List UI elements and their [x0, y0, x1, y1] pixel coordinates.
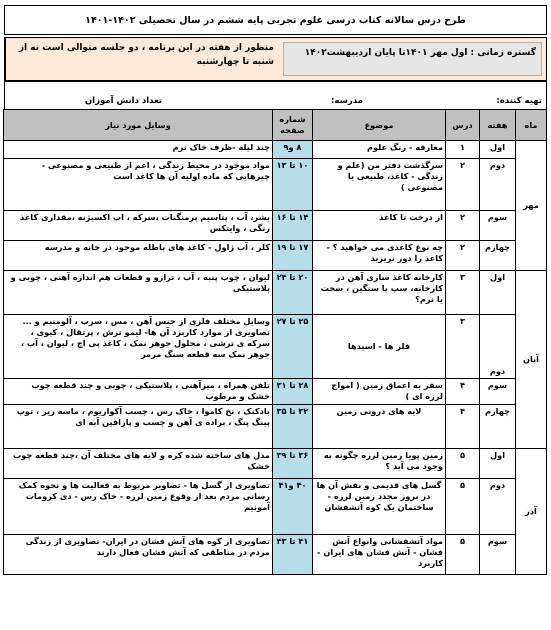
topic-cell: زمین پویا زمین لرزه چگونه به وجود می آید ؟ [313, 449, 446, 479]
lesson-cell: ۲ [446, 159, 480, 211]
page-cell: ۴۰ و۴۱ [273, 479, 313, 535]
week-cell: دوم [480, 315, 516, 379]
lesson-cell: ۳ [446, 271, 480, 315]
topic-cell: فلز ها - اسیدها [313, 315, 446, 379]
week-cell: اول [480, 141, 516, 159]
page-cell: ۲۸ تا ۳۱ [273, 379, 313, 405]
lesson-cell: ۵ [446, 479, 480, 535]
materials-cell: تلفن همراه ، میزآهنی ، پلاستیکی ، چوبی و چند قطعه چوب خشک و مرطوب [4, 379, 273, 405]
topic-cell: مواد آتشفشانی وانواع آتش فشان - آتش فشان های ایران - کاربرد [313, 535, 446, 575]
materials-cell: تصاویری از کوه های آتش فشان در ایران- تصاویری از زندگی مردم در مناطقی که آتش فشان فعال دارند [4, 535, 273, 575]
students-label: تعداد دانش آموزان [84, 96, 163, 106]
page-cell: ۸ و۹ [273, 141, 313, 159]
month-cell: آذر [516, 449, 547, 575]
preparer-label: تهیه کننده: [496, 96, 542, 106]
materials-cell: کلر ، آب ژاول - کاغذ های باطله موجود در خانه و مدرسه [4, 241, 273, 271]
week-cell: دوم [480, 159, 516, 211]
lesson-cell: ۴ [446, 379, 480, 405]
materials-cell: مدل های ساخته شده کره و لایه های مختلف آن ،چند قطعه چوب خشک [4, 449, 273, 479]
lesson-plan-table [3, 109, 547, 575]
topic-cell: از درخت تا کاغذ [313, 211, 446, 241]
header-week: هفته [480, 110, 516, 141]
page-cell: ۱۷ تا ۱۹ [273, 241, 313, 271]
topic-cell: لایه های درونی زمین [313, 405, 446, 449]
week-cell: سوم [480, 211, 516, 241]
time-scope: گستره زمانی : اول مهر ۱۴۰۱تا پایان اردیبهشت۱۴۰۲ [283, 42, 542, 76]
page-cell: ۳۶ تا ۳۹ [273, 449, 313, 479]
header-month: ماه [516, 110, 547, 141]
topic-cell: گسل های قدیمی و نقش آن ها در بروز مجدد زمین لرزه - ساختمان یک کوه آتشفشان [313, 479, 446, 535]
materials-cell: چند لیله -ظرف خاک نرم [4, 141, 273, 159]
week-note: منظور از هفته در این برنامه ، دو جلسه متوالی است نه از شنبه تا چهارشنبه [5, 38, 279, 80]
topic-cell: سفر به اعماق زمین ( امواج لرزه ای ) [313, 379, 446, 405]
materials-cell: وسایل مختلف فلزی از جنس آهن ، مس ، سرب ، آلومنیم و ... تصاویری از موارد کاربرد آن ها- لیمو ترش ، پرتقال ، کیوی ، سرکه ی ترشی ، محلول جوهر نمک ، کاغذ پی اچ ، لیوان ، آب ، جوهر نمک سه قطعه سنگ مرمر [4, 315, 273, 379]
week-cell: اول [480, 449, 516, 479]
page-cell: ۴۱ تا ۴۳ [273, 535, 313, 575]
topic-cell: معارفه - زنگ علوم [313, 141, 446, 159]
school-label: مدرسه: [331, 96, 363, 106]
lesson-cell: ۵ [446, 449, 480, 479]
week-cell: سوم [480, 379, 516, 405]
lesson-cell: ۵ [446, 535, 480, 575]
header-materials: وسایل مورد نیاز [4, 110, 273, 141]
materials-cell: تصاویری از گسل ها - تصاویر مربوط به فعالیت ها و نحوه کمک رسانی مردم بعد از وقوع زمین لرزه - خاک رس - دی کرومات آمونیم [4, 479, 273, 535]
lesson-cell: ۱ [446, 141, 480, 159]
month-cell: مهر [516, 141, 547, 271]
page-cell: ۱۰ تا ۱۳ [273, 159, 313, 211]
materials-cell: بشر، آب ، پتاسیم پرمنگنات ،سرکه ، اب اکسیژنه ،مقداری کاغذ رنگی ، وایتکس [4, 211, 273, 241]
week-cell: دوم [480, 479, 516, 535]
topic-cell: چه نوع کاغذی می خواهید ؟ - کاغذ را دور نریزید [313, 241, 446, 271]
page-cell: ۳۲ تا ۳۵ [273, 405, 313, 449]
header-page: شماره صفحه [273, 110, 313, 141]
materials-cell: لیوان ، چوب پنبه ، آب ، ترازو و قطعات هم اندازه آهنی ، چوبی و پلاستیکی [4, 271, 273, 315]
page-cell: ۲۰ تا ۲۴ [273, 271, 313, 315]
week-cell: اول [480, 271, 516, 315]
lesson-cell: ۲ [446, 211, 480, 241]
topic-cell: کارخانه کاغذ سازی آهن در کارخانه، سپ یا سنگین ، سخت یا نرم؟ [313, 271, 446, 315]
materials-cell: مواد موجود در محیط زندگی ، اعم از طبیعی و مصنوعی - چیزهایی که ماده اولیه آن ها کاغذ است [4, 159, 273, 211]
page-cell: ۲۵ تا ۲۷ [273, 315, 313, 379]
week-cell: سوم [480, 535, 516, 575]
week-cell: چهارم [480, 405, 516, 449]
month-cell: آبان [516, 271, 547, 449]
header-topic: موضوع [313, 110, 446, 141]
lesson-cell: ۴ [446, 405, 480, 449]
lesson-cell: ۲ [446, 241, 480, 271]
header-lesson: درس [446, 110, 480, 141]
meta-row [4, 81, 547, 109]
lesson-cell: ۳ [446, 315, 480, 379]
topic-cell: سرگذشت دفتر من (علم و زندگی - کاغذ، طبیعی یا مصنوعی ) [313, 159, 446, 211]
week-cell: چهارم [480, 241, 516, 271]
lesson-plan-sheet [4, 5, 547, 575]
page-cell: ۱۴ تا ۱۶ [273, 211, 313, 241]
materials-cell: بادکنک ، نخ کاموا ، خاک رس ، چسب آکواریوم ، ماسه ریز ، توپ پینگ پنگ ، براده ی آهن و چسب و پارافین آبه ای [4, 405, 273, 449]
document-title: طرح درس سالانه کتاب درسی علوم تجربی پایه ششم در سال تحصیلی ۱۴۰۲-۱۴۰۱ [4, 5, 547, 35]
info-bar [4, 37, 547, 81]
